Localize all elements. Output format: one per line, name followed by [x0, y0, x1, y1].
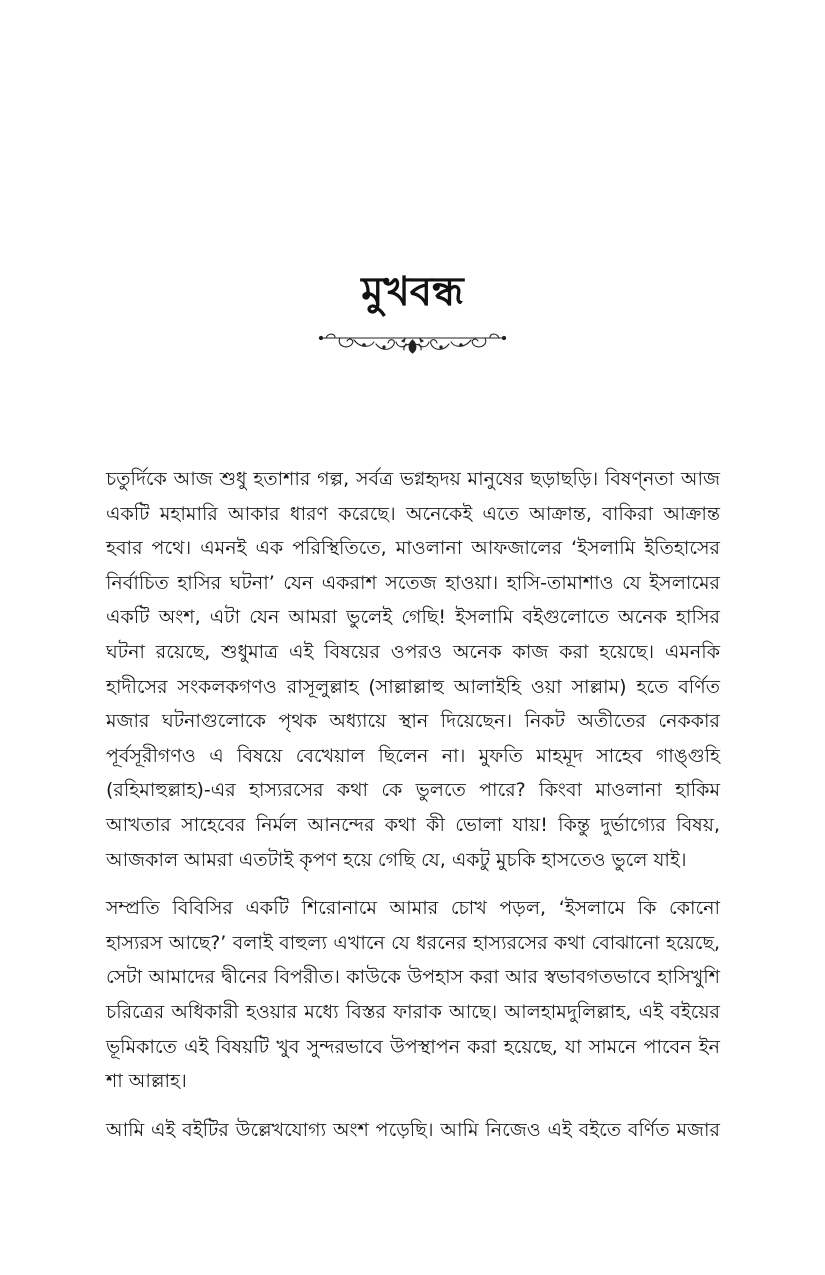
- paragraph: চতুর্দিকে আজ শুধু হতাশার গল্প, সর্বত্র ভগ্নহৃদয় মানুষের ছড়াছড়ি। বিষণ্নতা আজ একটি মহামারি আকার ধারণ করেছে। অনেকেই এতে আক্রান্ত, বাকিরা আক্রান্ত হবার পথে। এমনই এক পরিস্থিতিতে, মাওলানা আফজালের ‘ইসলামি ইতিহাসের নির্বাচিত হাসির ঘটনা’ যেন একরাশ সতেজ হাওয়া। হাসি-তামাশাও যে ইসলামের একটি অংশ, এটা যেন আমরা ভুলেই গেছি! ইসলামি বইগুলোতে অনেক হাসির ঘটনা রয়েছে, শুধুমাত্র এই বিষয়ের ওপরও অনেক কাজ করা হয়েছে। এমনকি হাদীসের সংকলকগণও রাসূলুল্লাহ (সাল্লাল্লাহু আলাইহি ওয়া সাল্লাম) হতে বর্ণিত মজার ঘটনাগুলোকে পৃথক অধ্যায়ে স্থান দিয়েছেন। নিকট অতীতের নেককার পূর্বসূরীগণও এ বিষয়ে বেখেয়াল ছিলেন না। মুফতি মাহমূদ সাহেব গাঙ্গুহি (রহিমাহুল্লাহ)-এর হাস্যরসের কথা কে ভুলতে পারে? কিংবা মাওলানা হাকিম আখতার সাহেবের নির্মল আনন্দের কথা কী ভোলা যায়! কিন্তু দুর্ভাগ্যের বিষয়, আজকাল আমরা এতটাই কৃপণ হয়ে গেছি যে, একটু মুচকি হাসতেও ভুলে যাই।: [106, 468, 720, 871]
- page-title: মুখবন্ধ: [361, 269, 464, 315]
- paragraph: সম্প্রতি বিবিসির একটি শিরোনামে আমার চোখ পড়ল, ‘ইসলামে কি কোনো হাস্যরস আছে?’ বলাই বাহুল্য এখানে যে ধরনের হাস্যরসের কথা বোঝানো হয়েছে, সেটা আমাদের দ্বীনের বিপরীত। কাউকে উপহাস করা আর স্বভাবগতভাবে হাসিখুশি চরিত্রের অধিকারী হওয়ার মধ্যে বিস্তর ফারাক আছে। আলহামদুলিল্লাহ, এই বইয়ের ভূমিকাতে এই বিষয়টি খুব সুন্দরভাবে উপস্থাপন করা হয়েছে, যা সামনে পাবেন ইন শা আল্লাহ।: [106, 897, 720, 1093]
- floral-divider-icon: [318, 326, 507, 358]
- paragraph: আমি এই বইটির উল্লেখযোগ্য অংশ পড়েছি। আমি নিজেও এই বইতে বর্ণিত মজার: [106, 1118, 720, 1141]
- body-text: [106, 462, 720, 1161]
